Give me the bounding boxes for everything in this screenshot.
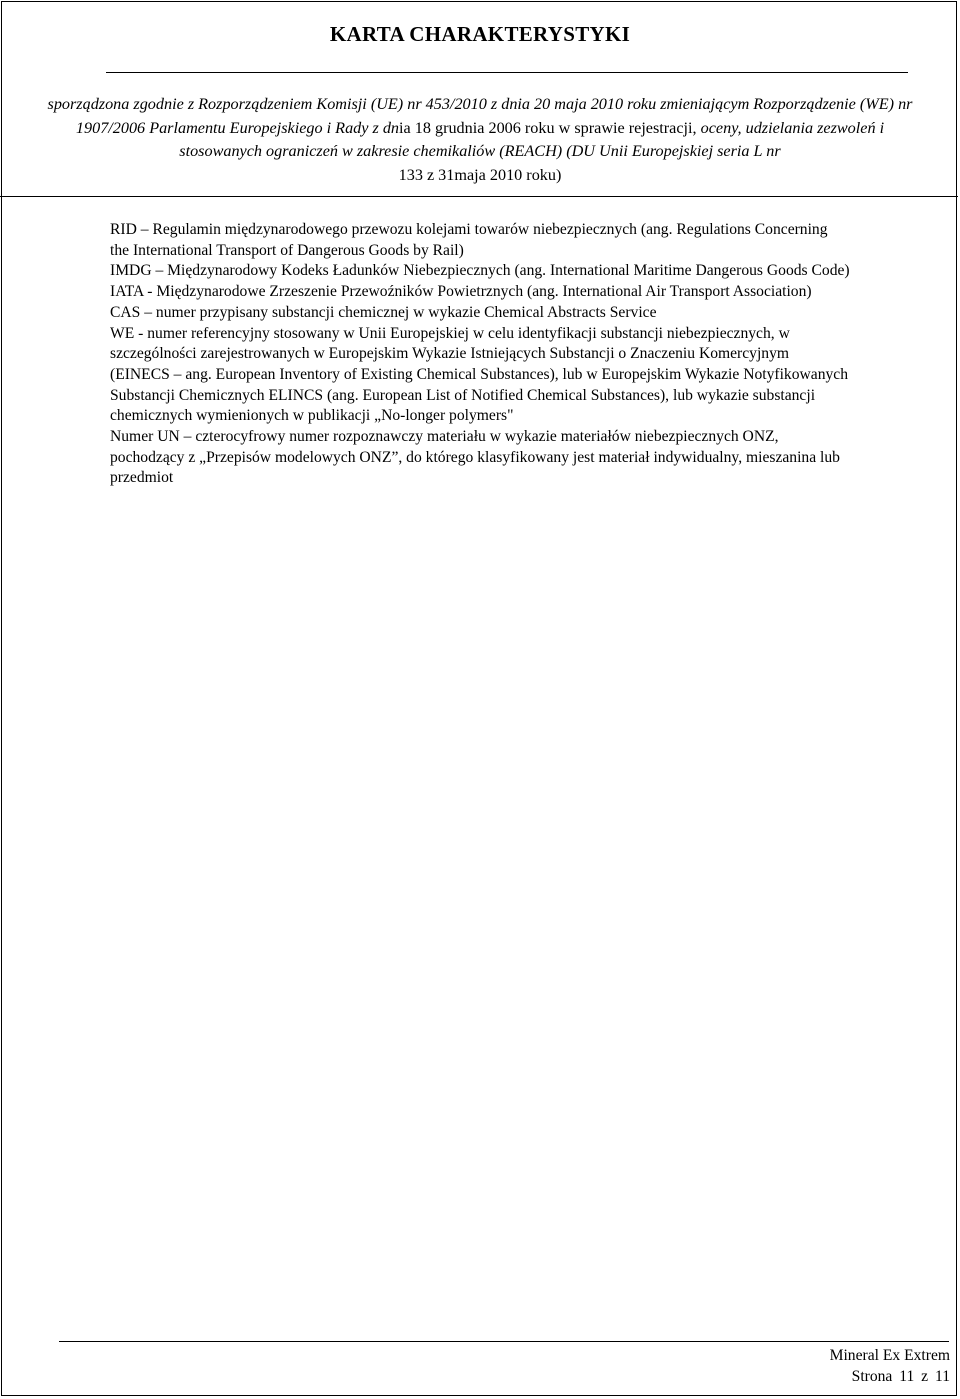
abbreviation-cas: CAS – numer przypisany substancji chemicznej w wykazie Chemical Abstracts Service [110,303,657,321]
footer-company-name: Mineral Ex Extrem [829,1347,950,1364]
page-number: Strona 11 z 11 [851,1368,950,1385]
page-frame [1,1,957,1396]
abbreviation-rid: RID – Regulamin międzynarodowego przewozu kolejami towarów niebezpiecznych (ang. Regulations Concerning the International Transport of Dangerous Goods by Rail) [110,221,828,259]
abbreviation-iata: IATA - Międzynarodowe Zrzeszenie Przewoźników Powietrznych (ang. International Air Transport Association) [110,283,812,301]
abbreviation-we: WE - numer referencyjny stosowany w Unii Europejskiej w celu identyfikacji substancji niebezpiecznych, w szczególności zarejestrowanych w Europejskim Wykazie Istniejących Substancji o Znaczeniu Komercyjnym (EINECS – ang. European Inventory of Existing Chemical Substances), lub w Europejskim Wykazie Notyfikowanych Substancji Chemicznych ELINCS (ang. European List of Notified Chemical Substances), lub wykazie substancji chemicznych wymienionych w publikacji „No-longer polymers" [110,324,849,425]
abbreviation-un-number: Numer UN – czterocyfrowy numer rozpoznawczy materiału w wykazie materiałów niebezpiecznych ONZ, pochodzący z „Przepisów modelowych ONZ”, do którego klasyfikowany jest materiał indywidualny, mieszanina lub przedmiot [110,428,840,487]
footer-rule [59,1341,949,1342]
regulation-subtitle [40,93,920,187]
abbreviation-imdg: IMDG – Międzynarodowy Kodeks Ładunków Niebezpiecznych (ang. International Maritime Dangerous Goods Code) [110,262,850,280]
abbreviations-list [110,220,850,489]
subtitle-plain-part: ia 18 grudnia 2006 roku w sprawie rejestracji, [399,118,697,137]
title-underline [106,72,908,73]
document-title: KARTA CHARAKTERYSTYKI [329,22,631,46]
subtitle-italic-part-2: oceny, udzielania zezwoleń i stosowanych ograniczeń w zakresie chemikaliów (REACH) (DU Unii Europejskiej seria L nr [179,118,885,160]
document-header [0,0,958,197]
subtitle-plain-part-2: 133 z 31maja 2010 roku) [398,165,562,184]
subtitle-italic-part: sporządzona zgodnie z Rozporządzeniem Komisji (UE) nr 453/2010 z dnia 20 maja 2010 roku zmieniającym Rozporządzenie (WE) nr 1907/2006 Parlamentu Europejskiego i Rady z dn [47,95,913,137]
